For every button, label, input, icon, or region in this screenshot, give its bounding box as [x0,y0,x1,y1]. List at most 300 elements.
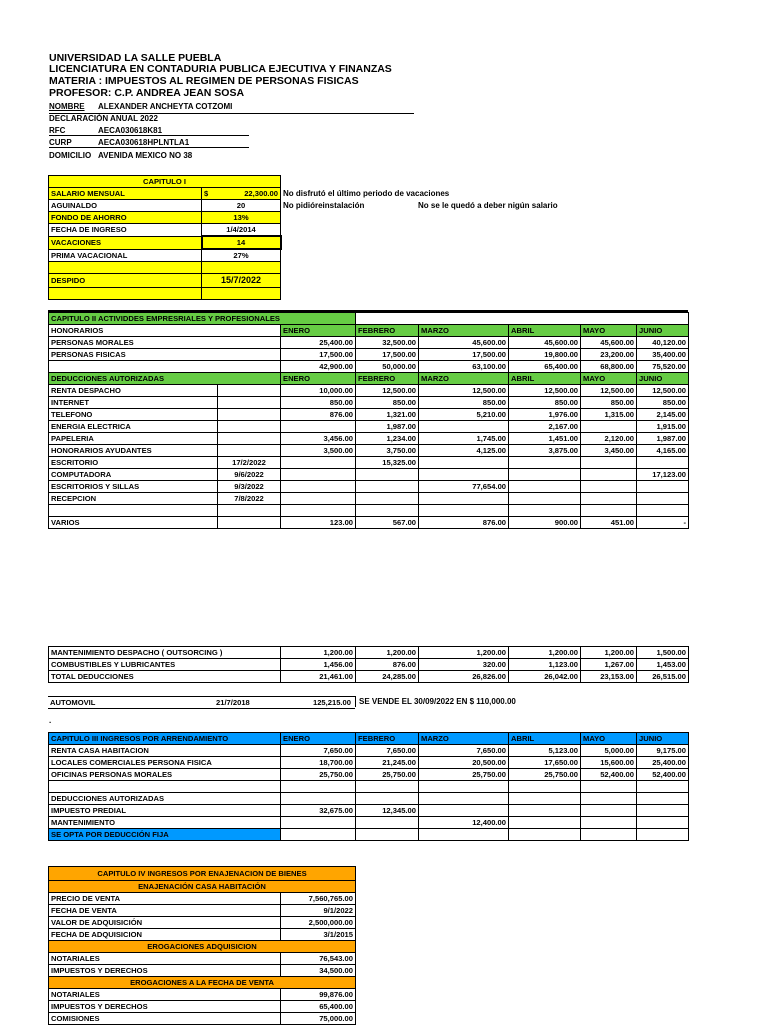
cap1-row [49,288,281,300]
fixed-deduction-label: SE OPTA POR DEDUCCIÓN FIJA [49,829,281,841]
cap1-label: DESPIDO [49,274,202,288]
row-label: IMPUESTOS Y DERECHOS [49,965,281,977]
sale-expenses-title: EROGACIONES A LA FECHA DE VENTA [49,977,356,989]
cell-value: 35,400.00 [637,349,689,361]
salary-value: 22,300.00 [244,189,278,198]
cell-value: 876.00 [281,409,356,421]
row-label: ENERGIA ELECTRICA [49,421,218,433]
deductions-label-row [49,793,689,805]
row-date [218,421,281,433]
row-date [218,517,281,529]
cell-value: 17,500.00 [281,349,356,361]
table-row [49,757,689,769]
total-value: 75,520.00 [637,361,689,373]
cell-value [581,457,637,469]
cap1-value: 1/4/2014 [202,224,281,237]
cap1-label: AGUINALDO [49,200,202,212]
row-label: PAPELERIA [49,433,218,445]
table-row [49,1001,356,1013]
cell-value: - [637,517,689,529]
cell-value: 99,876.00 [281,989,356,1001]
cell-value: 2,500,000.00 [281,917,356,929]
cell-value: 19,800.00 [509,349,581,361]
cell-value [637,457,689,469]
cell-value: 25,750.00 [419,769,509,781]
cell-value [509,805,581,817]
cell-value [356,493,419,505]
cell-value: 25,750.00 [509,769,581,781]
cell-value: 24,285.00 [356,671,419,683]
cap1-title-row [49,176,281,188]
spacer-row [49,781,689,793]
cell-value: 7,560,765.00 [281,893,356,905]
cell-value [356,817,419,829]
month-header: MARZO [419,325,509,337]
cell-value: 567.00 [356,517,419,529]
honorarios-label: HONORARIOS [49,325,281,337]
month-header: ENERO [281,733,356,745]
cell-value: 1,500.00 [637,647,689,659]
row-label: PERSONAS MORALES [49,337,281,349]
cell-value: 26,042.00 [509,671,581,683]
table-row [49,385,689,397]
empty-cell [356,793,419,805]
cell-value: 451.00 [581,517,637,529]
cell-value [419,421,509,433]
row-label: NOTARIALES [49,953,281,965]
cell-value: 1,200.00 [581,647,637,659]
cell-value: 17,500.00 [419,349,509,361]
cap1-value [202,288,281,300]
cell-value: 34,500.00 [281,965,356,977]
cell-value: 1,453.00 [637,659,689,671]
degree-title: LICENCIATURA EN CONTADURIA PUBLICA EJECUTIVA Y FINANZAS [49,63,392,75]
cell-value: 5,123.00 [509,745,581,757]
empty-cell [419,781,509,793]
cap2-table [48,312,689,529]
cell-value: 850.00 [581,397,637,409]
cell-value [281,421,356,433]
cap1-row [49,236,281,249]
deductions-body [49,385,689,529]
cell-value: 4,125.00 [419,445,509,457]
cell-value: 77,654.00 [419,481,509,493]
student-name-row [49,102,414,113]
cell-value: 1,123.00 [509,659,581,671]
cell-value: 1,745.00 [419,433,509,445]
automovil-row [48,696,355,709]
row-label: LOCALES COMERCIALES PERSONA FISICA [49,757,281,769]
table-row [49,421,689,433]
row-label: COMBUSTIBLES Y LUBRICANTES [49,659,281,671]
row-label: OFICINAS PERSONAS MORALES [49,769,281,781]
empty-cell [419,793,509,805]
cap1-row [49,224,281,237]
table-row [49,989,356,1001]
cap1-row [49,188,281,200]
cap1-note: No disfrutó el último periodo de vacaciones [283,189,450,198]
table-row [49,409,689,421]
month-header: FEBRERO [356,373,419,385]
cell-value: 850.00 [419,397,509,409]
cell-value [281,817,356,829]
rfc-value: AECA030618K81 [98,126,163,135]
cap2-title: CAPITULO II ACTIVIDDES EMPRESRIALES Y PROFESIONALES [49,313,356,325]
professor-title: PROFESOR: C.P. ANDREA JEAN SOSA [49,87,245,99]
table-row [49,1013,356,1025]
month-header: ABRIL [509,733,581,745]
rfc-label: RFC [49,126,66,135]
cell-value: 12,500.00 [419,385,509,397]
row-label: RECEPCION [49,493,218,505]
table-row [49,337,689,349]
cell-value [281,505,356,517]
table-row [49,349,689,361]
cell-value: 12,500.00 [509,385,581,397]
table-row [49,805,689,817]
cell-value: 850.00 [509,397,581,409]
curp-row [49,138,249,148]
cell-value: 18,700.00 [281,757,356,769]
table-row [49,917,356,929]
cell-value: 21,461.00 [281,671,356,683]
cell-value: 23,200.00 [581,349,637,361]
table-row [49,433,689,445]
cell-value: 1,987.00 [637,433,689,445]
empty-cell [281,829,356,841]
cap1-row [49,200,281,212]
table-row [49,953,356,965]
cell-value [581,481,637,493]
cell-value: 850.00 [281,397,356,409]
row-label: RENTA DESPACHO [49,385,218,397]
cell-value: 1,315.00 [581,409,637,421]
cell-value: 1,976.00 [509,409,581,421]
cell-value: 1,451.00 [509,433,581,445]
row-date [218,409,281,421]
cap3-body [49,745,689,841]
cell-value: 9/1/2022 [281,905,356,917]
cap4-body [49,893,356,1025]
cap1-row [49,249,281,262]
table-row [49,397,689,409]
university-title: UNIVERSIDAD LA SALLE PUEBLA [49,52,222,64]
empty-cell [581,781,637,793]
month-header: ABRIL [509,325,581,337]
row-date: 17/2/2022 [218,457,281,469]
empty-cell [509,829,581,841]
cell-value: 900.00 [509,517,581,529]
cap1-value [202,188,281,200]
cell-value: 20,500.00 [419,757,509,769]
cap1-row [49,262,281,274]
month-header: ENERO [281,325,356,337]
row-label: FECHA DE ADQUISICION [49,929,281,941]
deductions-label: DEDUCCIONES AUTORIZADAS [49,373,281,385]
empty-cell [509,793,581,805]
cell-value: 25,750.00 [356,769,419,781]
empty-cell [419,829,509,841]
empty-cell [509,781,581,793]
table-row [49,745,689,757]
cell-value: 3/1/2015 [281,929,356,941]
cap1-note: No pidióreinstalación [283,201,365,210]
row-label: IMPUESTO PREDIAL [49,805,281,817]
cell-value [419,493,509,505]
month-header: ENERO [281,373,356,385]
deductions-label: DEDUCCIONES AUTORIZADAS [49,793,281,805]
month-header: MARZO [419,733,509,745]
cell-value: 12,500.00 [581,385,637,397]
cell-value: 26,515.00 [637,671,689,683]
cell-value: 850.00 [356,397,419,409]
cell-value: 12,500.00 [356,385,419,397]
month-header: MAYO [581,373,637,385]
cell-value [509,457,581,469]
row-label: TOTAL DEDUCCIONES [49,671,281,683]
cell-value: 15,325.00 [356,457,419,469]
deductions-header-row [49,373,689,385]
total-value: 42,900.00 [281,361,356,373]
automovil-date: 21/7/2018 [216,698,250,707]
table-row [49,493,689,505]
cell-value: 1,267.00 [581,659,637,671]
row-date: 9/3/2022 [218,481,281,493]
cell-value: 7,650.00 [419,745,509,757]
cell-value: 5,000.00 [581,745,637,757]
cell-value [581,505,637,517]
cell-value [281,469,356,481]
row-label: VARIOS [49,517,218,529]
month-header: FEBRERO [356,733,419,745]
cell-value [281,457,356,469]
address-label: DOMICILIO [49,151,92,160]
curp-label: CURP [49,138,72,147]
total-value: 63,100.00 [419,361,509,373]
cell-value: 25,400.00 [281,337,356,349]
cell-value: 1,200.00 [356,647,419,659]
cell-value: 2,120.00 [581,433,637,445]
table-row [49,893,356,905]
row-date [218,505,281,517]
table-row [49,481,689,493]
month-header: FEBRERO [356,325,419,337]
cell-value [637,493,689,505]
cell-value: 3,456.00 [281,433,356,445]
cell-value [509,469,581,481]
cell-value: 17,650.00 [509,757,581,769]
row-date: 7/8/2022 [218,493,281,505]
cell-value: 876.00 [419,517,509,529]
cell-value [637,805,689,817]
currency-sign: $ [204,189,209,198]
cap1-label: FONDO DE AHORRO [49,212,202,224]
row-label: ESCRITORIOS Y SILLAS [49,481,218,493]
cell-value [637,481,689,493]
row-date: 9/6/2022 [218,469,281,481]
table-row [49,671,689,683]
cell-value: 7,650.00 [356,745,419,757]
cap1-label [49,288,202,300]
table-row [49,445,689,457]
cell-value: 15,600.00 [581,757,637,769]
row-label: RENTA CASA HABITACION [49,745,281,757]
cell-value: 17,500.00 [356,349,419,361]
total-value: 65,400.00 [509,361,581,373]
cell-value: 12,500.00 [637,385,689,397]
cap1-value: 20 [202,200,281,212]
cell-value [419,457,509,469]
month-header: JUNIO [637,373,689,385]
table-row [49,965,356,977]
cap1-title: CAPITULO I [49,176,281,188]
cell-value: 1,915.00 [637,421,689,433]
cap1-label: VACACIONES [49,236,202,249]
cap2-table-lower [48,646,689,683]
table-row [49,659,689,671]
cap1-row [49,212,281,224]
cell-value: 25,750.00 [281,769,356,781]
address-value: AVENIDA MEXICO NO 38 [98,151,193,160]
cell-value: 25,400.00 [637,757,689,769]
row-label: IMPUESTOS Y DERECHOS [49,1001,281,1013]
cell-value: 9,175.00 [637,745,689,757]
cell-value: 45,600.00 [509,337,581,349]
month-header: JUNIO [637,733,689,745]
cell-value: 3,750.00 [356,445,419,457]
cap4-subtitle: ENAJENACIÓN CASA HABITACIÓN [49,881,356,893]
cell-value: 2,145.00 [637,409,689,421]
student-name: ALEXANDER ANCHEYTA COTZOMI [98,102,233,111]
cell-value: 2,167.00 [509,421,581,433]
row-label: PRECIO DE VENTA [49,893,281,905]
cap4-subtitle-row [49,881,356,893]
cap1-value: 14 [202,236,281,249]
cell-value: 17,123.00 [637,469,689,481]
cell-value [637,505,689,517]
cell-value: 320.00 [419,659,509,671]
honorarios-total-row [49,361,689,373]
cell-value: 3,450.00 [581,445,637,457]
month-header: ABRIL [509,373,581,385]
cell-value [637,817,689,829]
address-row [49,151,192,160]
row-label: INTERNET [49,397,218,409]
cell-value: 12,345.00 [356,805,419,817]
cell-value [581,817,637,829]
row-label: ESCRITORIO [49,457,218,469]
cell-value [356,469,419,481]
stray-dot: . [49,716,52,725]
table-row [49,769,689,781]
cap1-row [49,274,281,288]
empty-cell [637,793,689,805]
cap2-header-row [49,325,689,337]
row-label: VALOR DE ADQUISICIÓN [49,917,281,929]
cell-value: 40,120.00 [637,337,689,349]
automovil-note: SE VENDE EL 30/09/2022 EN $ 110,000.00 [359,697,516,706]
cap1-label: FECHA DE INGRESO [49,224,202,237]
acquisition-expenses-title-row [49,941,356,953]
cell-value: 65,400.00 [281,1001,356,1013]
cell-value: 75,000.00 [281,1013,356,1025]
cell-value: 10,000.00 [281,385,356,397]
cell-value: 4,165.00 [637,445,689,457]
declaration-label: DECLARACIÓN ANUAL 2022 [49,114,158,123]
cell-value [581,493,637,505]
row-label: FECHA DE VENTA [49,905,281,917]
cap3-header-row [49,733,689,745]
cell-value: 12,400.00 [419,817,509,829]
row-label [49,505,218,517]
total-value: 68,800.00 [581,361,637,373]
row-label: COMPUTADORA [49,469,218,481]
cap4-table [48,866,356,1025]
row-label: TELEFONO [49,409,218,421]
cell-value: 1,200.00 [419,647,509,659]
empty-cell [356,781,419,793]
cell-value: 32,500.00 [356,337,419,349]
cell-value: 76,543.00 [281,953,356,965]
cell-value [509,817,581,829]
cell-value: 52,400.00 [637,769,689,781]
row-label: MANTENIMIENTO DESPACHO ( OUTSORCING ) [49,647,281,659]
cap1-value: 27% [202,249,281,262]
row-label: PERSONAS FISICAS [49,349,281,361]
acquisition-expenses-title: EROGACIONES ADQUISICION [49,941,356,953]
cell-value [419,805,509,817]
cell-value: 7,650.00 [281,745,356,757]
cell-value: 1,321.00 [356,409,419,421]
cell-value: 1,200.00 [509,647,581,659]
curp-value: AECA030618HPLNTLA1 [98,138,190,147]
cap1-table [48,175,282,300]
fixed-deduction-row [49,829,689,841]
table-row [49,457,689,469]
subject-title: MATERIA : IMPUESTOS AL REGIMEN DE PERSONAS FISICAS [49,75,359,87]
cell-value: 850.00 [637,397,689,409]
cell-value: 3,875.00 [509,445,581,457]
automovil-label: AUTOMOVIL [50,698,96,707]
cell-value [581,805,637,817]
cell-value [419,469,509,481]
cell-value [509,481,581,493]
cap1-value: 15/7/2022 [202,274,281,288]
cap1-note: No se le quedó a deber nigún salario [418,201,558,210]
cap1-label: SALARIO MENSUAL [49,188,202,200]
cell-value: 26,826.00 [419,671,509,683]
cell-value [581,469,637,481]
empty-cell [281,781,356,793]
cell-value: 1,456.00 [281,659,356,671]
table-row [49,517,689,529]
month-header: MAYO [581,733,637,745]
cell-value: 5,210.00 [419,409,509,421]
sale-expenses-title-row [49,977,356,989]
month-header: MARZO [419,373,509,385]
month-header: MAYO [581,325,637,337]
deductions-lower-body [49,647,689,683]
table-row [49,505,689,517]
cap4-title: CAPITULO IV INGRESOS POR ENAJENACION DE BIENES [49,867,356,881]
row-label: COMISIONES [49,1013,281,1025]
cap1-value [202,262,281,274]
automovil-value: 125,215.00 [312,698,351,707]
cell-value: 45,600.00 [581,337,637,349]
table-row [49,647,689,659]
cell-value: 32,675.00 [281,805,356,817]
table-row [49,929,356,941]
